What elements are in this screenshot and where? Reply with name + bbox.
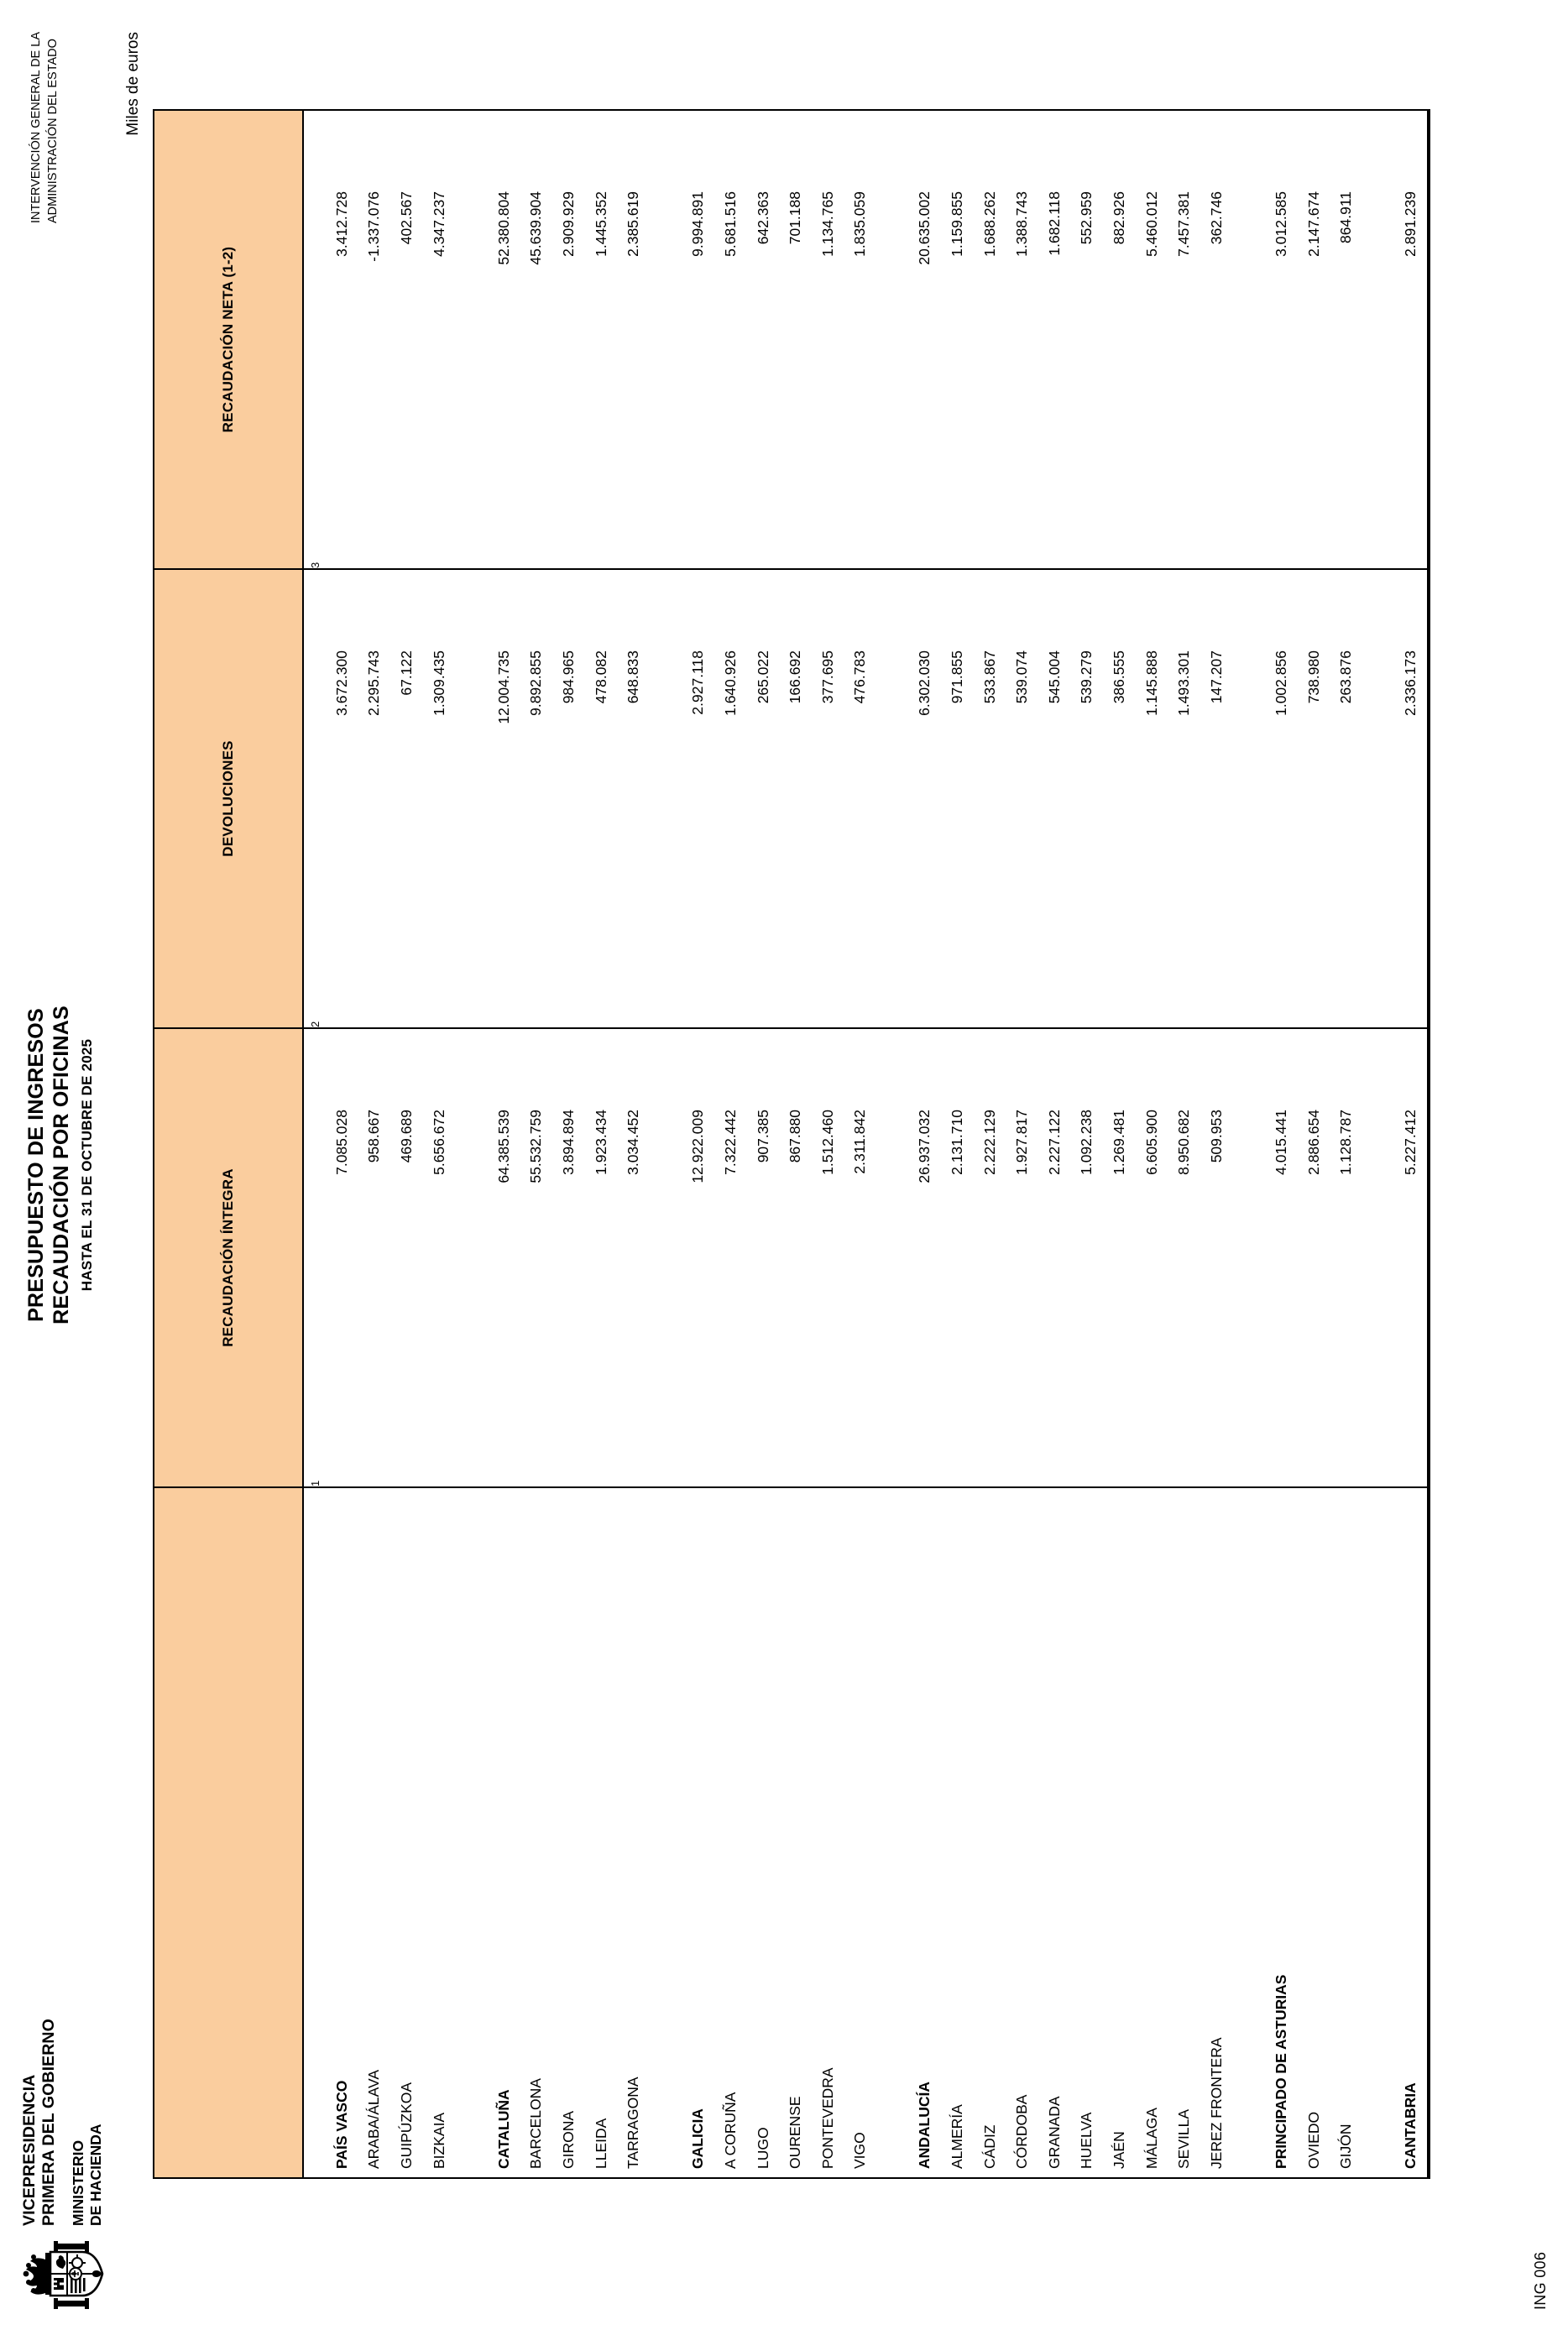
cell-devoluciones: 2.336.173 [1395, 569, 1429, 1028]
page-subtitle: RECAUDACIÓN POR OFICINAS [50, 1006, 73, 1324]
table-row [1330, 110, 1362, 2178]
row-label: SEVILLA [1175, 2108, 1193, 2169]
note-name [303, 1487, 326, 2178]
cell-recaudacion-neta: 402.567 [390, 110, 423, 569]
cell-recaudacion-integra: 907.385 [747, 1028, 780, 1487]
table-row [812, 110, 844, 2178]
cell-recaudacion-neta: 4.347.237 [423, 110, 456, 569]
cell-devoluciones: 1.493.301 [1168, 569, 1200, 1028]
col-header-name [154, 1487, 303, 2178]
row-label: GIJÓN [1337, 2124, 1355, 2169]
cell-recaudacion-integra: 7.322.442 [714, 1028, 747, 1487]
cell-recaudacion-neta: 45.639.904 [520, 110, 553, 569]
cell-recaudacion-integra: 2.311.842 [844, 1028, 877, 1487]
row-label: CATALUÑA [494, 2089, 512, 2169]
cell-devoluciones: 539.074 [1006, 569, 1038, 1028]
cell-recaudacion-integra: 1.512.460 [812, 1028, 844, 1487]
brand-vicepresidencia-line2: PRIMERA DEL GOBIERNO [39, 2019, 58, 2226]
cell-recaudacion-neta: 2.909.929 [552, 110, 585, 569]
table-row [1071, 110, 1104, 2178]
row-label: GALICIA [689, 2108, 707, 2169]
table-row [844, 110, 877, 2178]
spain-coat-of-arms-icon [20, 2238, 112, 2310]
cell-devoluciones: 971.855 [941, 569, 974, 1028]
cell-recaudacion-neta: 7.457.381 [1168, 110, 1200, 569]
cell-recaudacion-integra: 64.385.539 [488, 1028, 520, 1487]
row-label: CÁDIZ [980, 2124, 998, 2169]
brand-vicepresidencia-line1: VICEPRESIDENCIA [20, 2074, 39, 2226]
note-recaudacion-neta: 3 [303, 110, 326, 569]
cell-devoluciones: 147.207 [1200, 569, 1233, 1028]
table-filler-row [1428, 110, 1429, 2178]
row-label: CÓRDOBA [1013, 2094, 1031, 2169]
row-label: MÁLAGA [1142, 2108, 1160, 2169]
cell-recaudacion-neta: 362.746 [1200, 110, 1233, 569]
cell-recaudacion-integra: 958.667 [358, 1028, 391, 1487]
table-row [714, 110, 747, 2178]
table-row [1168, 110, 1200, 2178]
cell-devoluciones: 12.004.735 [488, 569, 520, 1028]
cell-recaudacion-neta: 1.445.352 [585, 110, 618, 569]
cell-recaudacion-integra: 509.953 [1200, 1028, 1233, 1487]
table-row [423, 110, 456, 2178]
cell-recaudacion-integra: 1.269.481 [1103, 1028, 1136, 1487]
cell-recaudacion-integra: 2.222.129 [974, 1028, 1006, 1487]
cell-devoluciones: 476.783 [844, 569, 877, 1028]
col-header-recaudacion-neta: RECAUDACIÓN NETA (1-2) [154, 110, 303, 569]
table-row [941, 110, 974, 2178]
cell-recaudacion-integra: 469.689 [390, 1028, 423, 1487]
table-row-group [488, 110, 520, 2178]
table-row-group [326, 110, 358, 2178]
brand-block [18, 1915, 112, 2310]
cell-recaudacion-neta: 9.994.891 [682, 110, 715, 569]
cell-recaudacion-neta: 552.959 [1071, 110, 1104, 569]
table-row-group [1395, 110, 1429, 2178]
row-label: JAÉN [1111, 2131, 1128, 2169]
row-label: HUELVA [1078, 2112, 1095, 2169]
organisation-line-2: ADMINISTRACIÓN DEL ESTADO [45, 39, 60, 224]
table-spacer-row [455, 110, 488, 2178]
table-row [617, 110, 650, 2178]
cell-recaudacion-integra: 55.532.759 [520, 1028, 553, 1487]
cell-recaudacion-integra: 2.131.710 [941, 1028, 974, 1487]
table-row [779, 110, 812, 2178]
cell-devoluciones: 1.640.926 [714, 569, 747, 1028]
cell-devoluciones: 1.145.888 [1136, 569, 1168, 1028]
cell-devoluciones: 984.965 [552, 569, 585, 1028]
cell-devoluciones: 6.302.030 [909, 569, 942, 1028]
cell-recaudacion-neta: 3.412.728 [326, 110, 358, 569]
cell-recaudacion-integra: 6.605.900 [1136, 1028, 1168, 1487]
cell-recaudacion-neta: 1.835.059 [844, 110, 877, 569]
row-label: TARRAGONA [625, 2077, 642, 2169]
row-label: VIGO [851, 2132, 869, 2169]
table-body [326, 110, 1429, 2178]
cell-devoluciones: 1.002.856 [1265, 569, 1298, 1028]
cell-devoluciones: 2.927.118 [682, 569, 715, 1028]
row-label: ARABA/ÁLAVA [365, 2069, 383, 2169]
row-label: GRANADA [1045, 2096, 1063, 2169]
cell-recaudacion-integra: 8.950.682 [1168, 1028, 1200, 1487]
cell-devoluciones: 386.555 [1103, 569, 1136, 1028]
cell-recaudacion-neta: 882.926 [1103, 110, 1136, 569]
cell-recaudacion-integra: 3.034.452 [617, 1028, 650, 1487]
cell-recaudacion-integra: 1.128.787 [1330, 1028, 1362, 1487]
cell-recaudacion-neta: 1.388.743 [1006, 110, 1038, 569]
col-header-devoluciones: DEVOLUCIONES [154, 569, 303, 1028]
cell-recaudacion-integra: 867.880 [779, 1028, 812, 1487]
table-note-row [303, 110, 326, 2178]
cell-recaudacion-neta: 5.460.012 [1136, 110, 1168, 569]
cell-devoluciones: 545.004 [1038, 569, 1071, 1028]
page-date: HASTA EL 31 DE OCTUBRE DE 2025 [79, 1038, 95, 1292]
cell-recaudacion-neta: 642.363 [747, 110, 780, 569]
table-row-group [909, 110, 942, 2178]
cell-recaudacion-neta: 2.891.239 [1395, 110, 1429, 569]
cell-recaudacion-neta: 5.681.516 [714, 110, 747, 569]
table-spacer-row [876, 110, 909, 2178]
cell-recaudacion-integra: 3.894.894 [552, 1028, 585, 1487]
row-label: A CORUÑA [721, 2092, 739, 2169]
row-label: OVIEDO [1304, 2111, 1322, 2169]
table-row [358, 110, 391, 2178]
cell-devoluciones: 539.279 [1071, 569, 1104, 1028]
cell-recaudacion-integra: 1.927.817 [1006, 1028, 1038, 1487]
brand-ministerio-line1: MINISTERIO [70, 2139, 86, 2226]
cell-recaudacion-neta: 1.159.855 [941, 110, 974, 569]
table-row [1200, 110, 1233, 2178]
table-spacer-row [1362, 110, 1395, 2178]
cell-recaudacion-neta: 1.688.262 [974, 110, 1006, 569]
cell-recaudacion-integra: 7.085.028 [326, 1028, 358, 1487]
cell-devoluciones: 738.980 [1298, 569, 1330, 1028]
row-label: PRINCIPADO DE ASTURIAS [1273, 1974, 1290, 2169]
row-label: JEREZ FRONTERA [1207, 2037, 1225, 2169]
cell-recaudacion-integra: 2.886.654 [1298, 1028, 1330, 1487]
table-row [1006, 110, 1038, 2178]
organisation-line-1: INTERVENCIÓN GENERAL DE LA [29, 32, 43, 224]
cell-devoluciones: 2.295.743 [358, 569, 391, 1028]
cell-recaudacion-neta: 20.635.002 [909, 110, 942, 569]
units-label: Miles de euros [124, 32, 142, 136]
cell-devoluciones: 9.892.855 [520, 569, 553, 1028]
table-row-group [1265, 110, 1298, 2178]
page-code: ING 006 [1532, 2251, 1549, 2310]
cell-devoluciones: 263.876 [1330, 569, 1362, 1028]
recaudacion-table [153, 109, 1430, 2179]
cell-recaudacion-integra: 26.937.032 [909, 1028, 942, 1487]
row-label: PAÍS VASCO [332, 2080, 350, 2169]
cell-recaudacion-integra: 2.227.122 [1038, 1028, 1071, 1487]
table-row [520, 110, 553, 2178]
row-label: GIRONA [559, 2110, 577, 2169]
row-label: GUIPÚZKOA [397, 2082, 415, 2169]
cell-recaudacion-integra: 5.227.412 [1395, 1028, 1429, 1487]
row-label: LUGO [754, 2127, 771, 2169]
row-label: BIZKAIA [430, 2112, 447, 2169]
table-row [390, 110, 423, 2178]
cell-recaudacion-neta: 1.134.765 [812, 110, 844, 569]
cell-recaudacion-neta: 3.012.585 [1265, 110, 1298, 569]
table-row [1038, 110, 1071, 2178]
row-label: OURENSE [787, 2096, 804, 2169]
row-label: PONTEVEDRA [818, 2067, 836, 2169]
note-devoluciones: 2 [303, 569, 326, 1028]
cell-recaudacion-integra: 1.092.238 [1071, 1028, 1104, 1487]
organisation-block [29, 32, 61, 223]
cell-recaudacion-neta: 52.380.804 [488, 110, 520, 569]
cell-recaudacion-neta: -1.337.076 [358, 110, 391, 569]
table-row [585, 110, 618, 2178]
note-recaudacion-integra: 1 [303, 1028, 326, 1487]
row-label: LLEIDA [592, 2118, 609, 2169]
cell-devoluciones: 3.672.300 [326, 569, 358, 1028]
cell-devoluciones: 478.082 [585, 569, 618, 1028]
table-row [1103, 110, 1136, 2178]
cell-recaudacion-integra: 1.923.434 [585, 1028, 618, 1487]
table-row-group [682, 110, 715, 2178]
table-row [974, 110, 1006, 2178]
cell-recaudacion-neta: 864.911 [1330, 110, 1362, 569]
cell-recaudacion-integra: 4.015.441 [1265, 1028, 1298, 1487]
row-label: ANDALUCÍA [916, 2081, 933, 2169]
cell-recaudacion-integra: 12.922.009 [682, 1028, 715, 1487]
table-header-row [154, 110, 303, 2178]
row-label: CANTABRIA [1395, 1487, 1429, 2178]
row-label: BARCELONA [527, 2078, 545, 2169]
cell-devoluciones: 1.309.435 [423, 569, 456, 1028]
cell-recaudacion-neta: 701.188 [779, 110, 812, 569]
table-row [747, 110, 780, 2178]
table-spacer-row [650, 110, 682, 2178]
cell-recaudacion-neta: 1.682.118 [1038, 110, 1071, 569]
cell-devoluciones: 648.833 [617, 569, 650, 1028]
row-label: ALMERÍA [949, 2104, 966, 2169]
cell-recaudacion-neta: 2.385.619 [617, 110, 650, 569]
cell-devoluciones: 377.695 [812, 569, 844, 1028]
table-header [154, 110, 326, 2178]
cell-devoluciones: 166.692 [779, 569, 812, 1028]
cell-recaudacion-neta: 2.147.674 [1298, 110, 1330, 569]
brand-ministerio-line2: DE HACIENDA [86, 2124, 104, 2226]
cell-devoluciones: 67.122 [390, 569, 423, 1028]
cell-recaudacion-integra: 5.656.672 [423, 1028, 456, 1487]
col-header-recaudacion-integra: RECAUDACIÓN ÍNTEGRA [154, 1028, 303, 1487]
table-row [552, 110, 585, 2178]
table-spacer-row [1233, 110, 1266, 2178]
table-row [1298, 110, 1330, 2178]
report-table-container [153, 109, 1514, 2179]
page-title: PRESUPUESTO DE INGRESOS [24, 1008, 48, 1322]
cell-devoluciones: 265.022 [747, 569, 780, 1028]
table-row [1136, 110, 1168, 2178]
cell-devoluciones: 533.867 [974, 569, 1006, 1028]
